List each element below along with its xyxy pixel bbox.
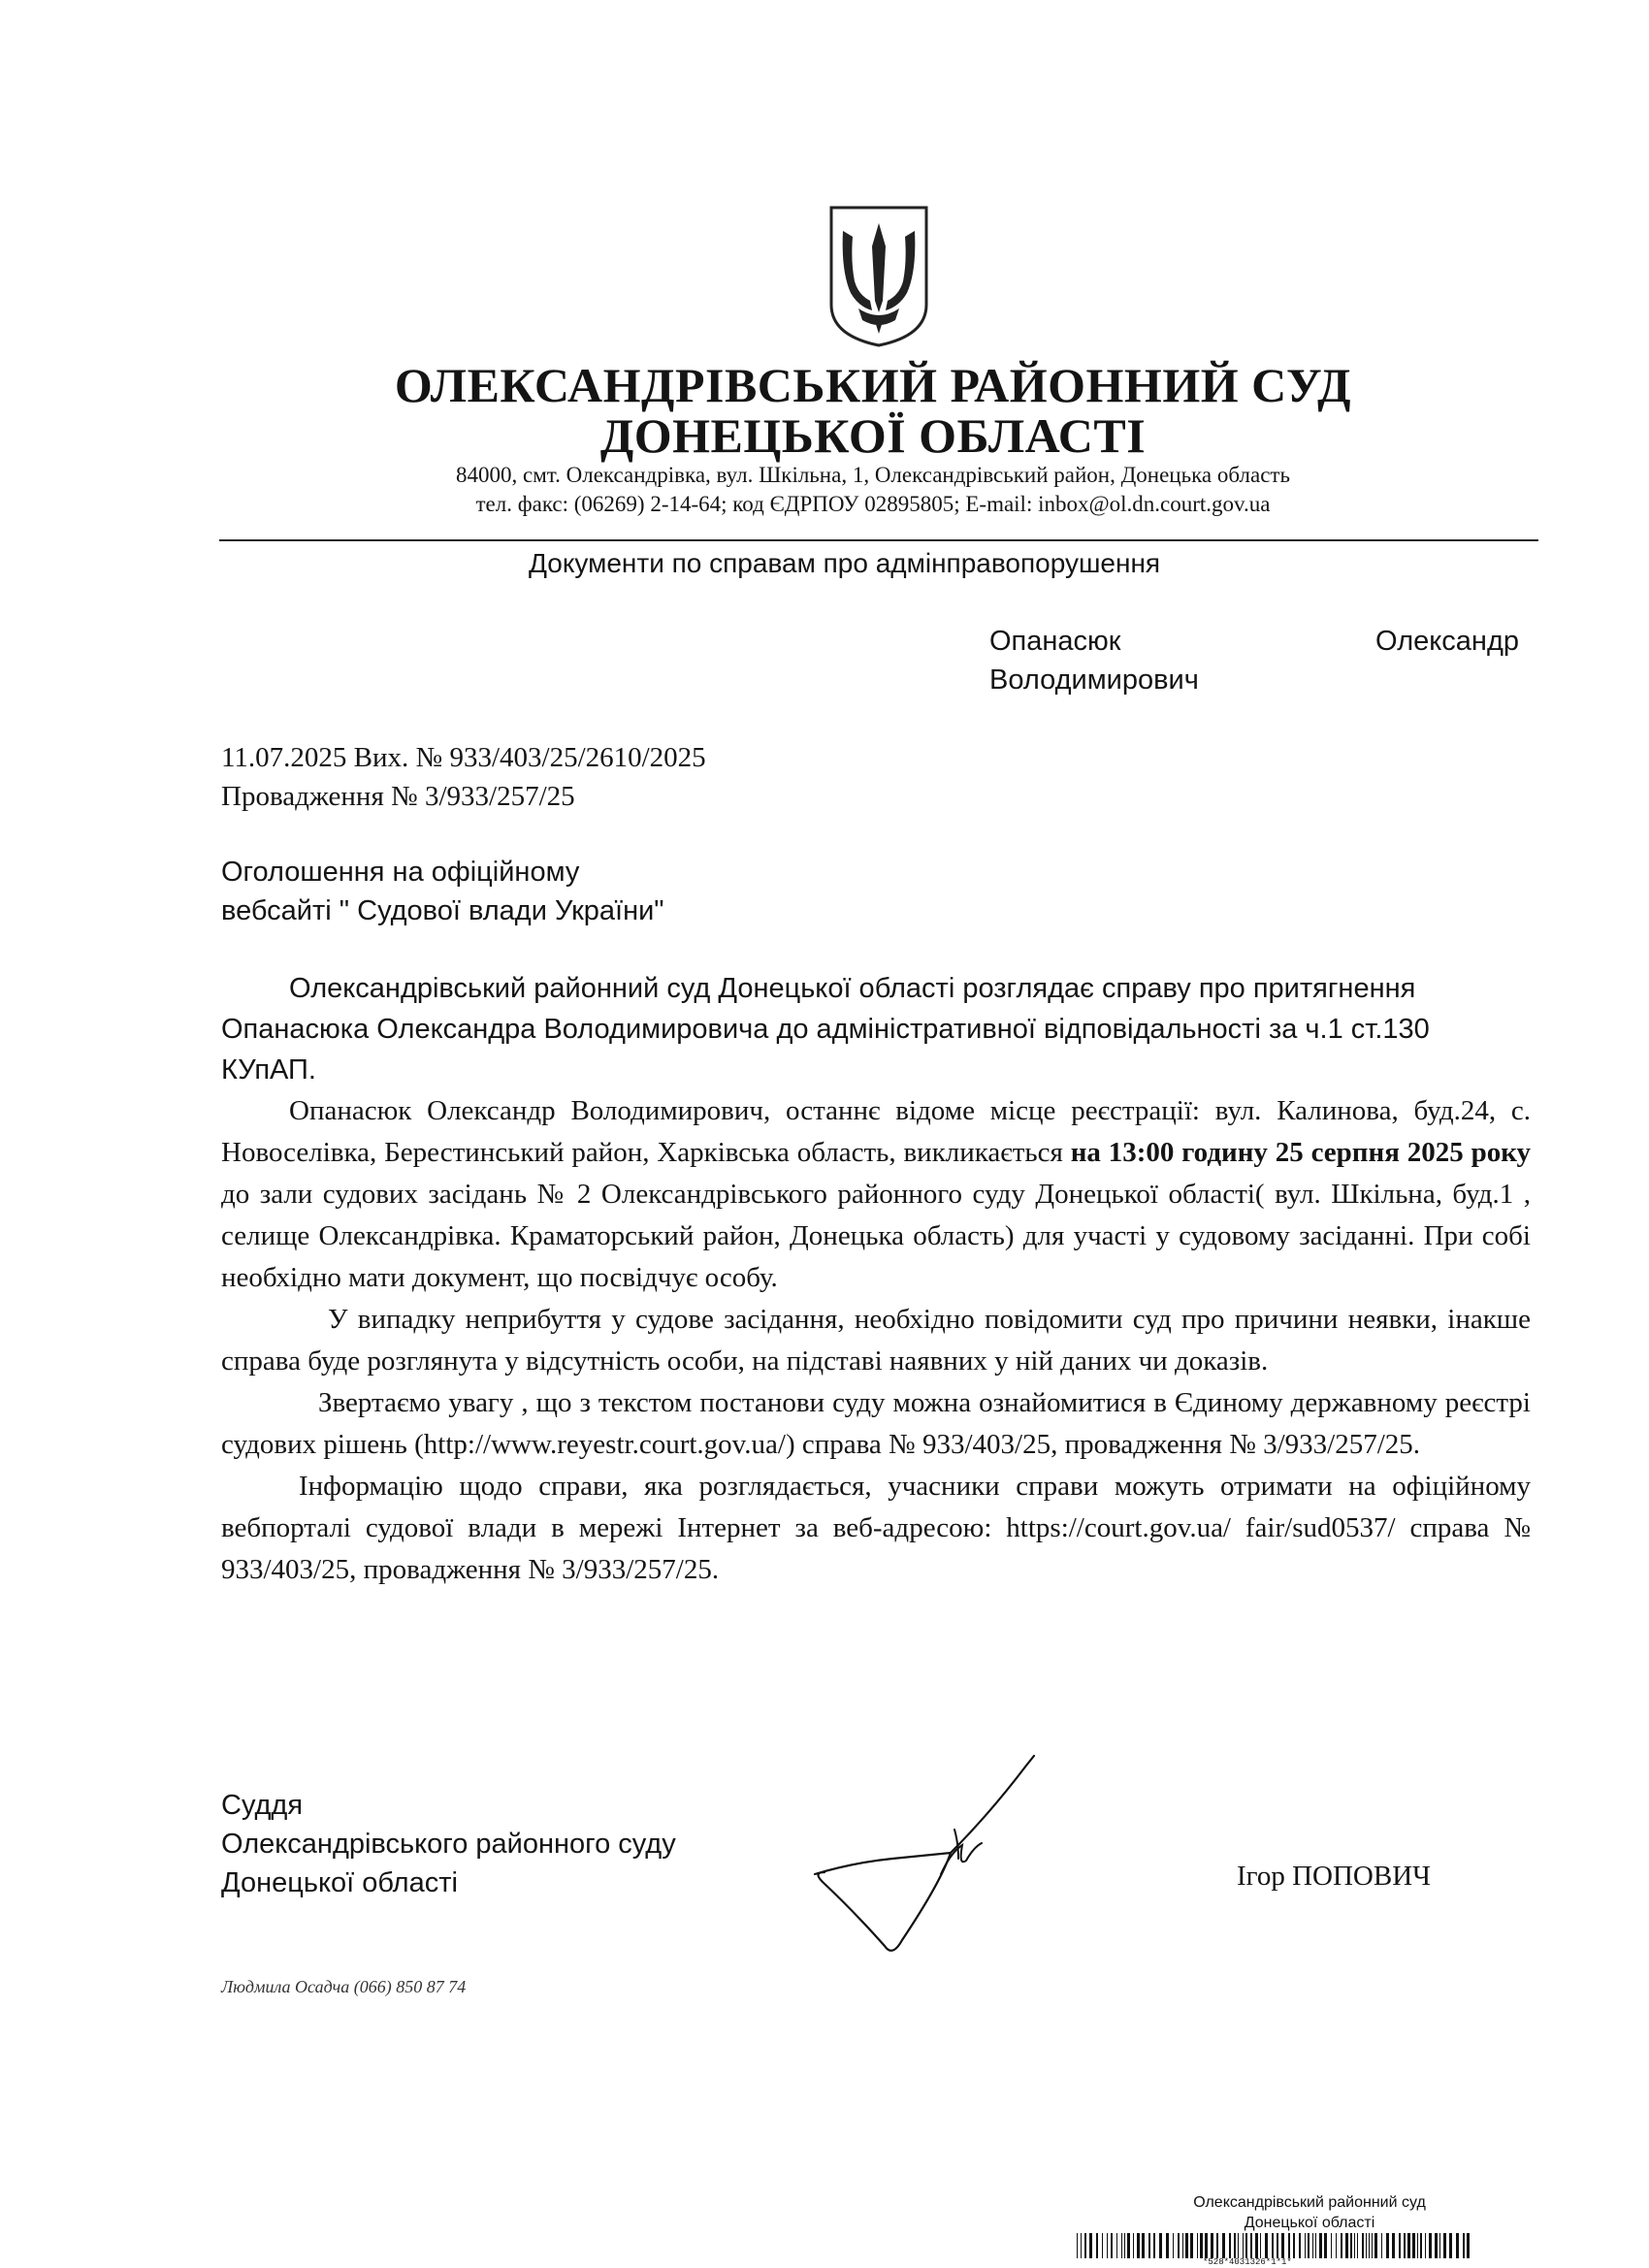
registration-barcode xyxy=(1075,2233,1472,2258)
barcode-bar xyxy=(1190,2233,1193,2258)
signer-court-line2: Донецької області xyxy=(221,1867,458,1898)
barcode-bar xyxy=(1277,2233,1278,2258)
barcode-bar xyxy=(1234,2233,1236,2258)
barcode-bar xyxy=(1084,2233,1086,2258)
paragraph-absence: У випадку неприбуття у судове засідання, необхідно повідомити суд про причини неявки, інакше справа буде розглянута у відсутність особи, на підставі наявних у ній даних чи доказів. xyxy=(221,1304,1531,1377)
barcode-bar xyxy=(1319,2233,1322,2258)
judge-name: Ігор ПОПОВИЧ xyxy=(1237,1861,1431,1892)
barcode-bar xyxy=(1077,2233,1078,2258)
barcode-bar xyxy=(1205,2233,1208,2258)
barcode-bar xyxy=(1372,2233,1373,2258)
barcode-bar xyxy=(1243,2233,1244,2258)
barcode-bar xyxy=(1245,2233,1247,2258)
barcode-bar xyxy=(1312,2233,1313,2258)
barcode-bar xyxy=(1229,2233,1231,2258)
signer-court-line1: Олександрівського районного суду xyxy=(221,1829,676,1860)
barcode-bar xyxy=(1111,2233,1113,2258)
barcode-bar xyxy=(1386,2233,1389,2258)
barcode-bar xyxy=(1133,2233,1134,2258)
letter-body xyxy=(221,968,1531,1591)
barcode-bar xyxy=(1096,2233,1098,2258)
barcode-bar xyxy=(1331,2233,1332,2258)
barcode-bar xyxy=(1467,2233,1470,2258)
barcode-bar xyxy=(1399,2233,1401,2258)
barcode-bar xyxy=(1255,2233,1258,2258)
barcode-bar xyxy=(1449,2233,1452,2258)
barcode-bar xyxy=(1281,2233,1284,2258)
barcode-bar xyxy=(1173,2233,1174,2258)
barcode-bar xyxy=(1153,2233,1155,2258)
barcode-bar xyxy=(1197,2233,1198,2258)
recipient-surname: Опанасюк xyxy=(989,626,1121,657)
outgoing-number: 11.07.2025 Вих. № 933/403/25/2610/2025 xyxy=(221,742,706,773)
announcement-title-line2: вебсайті " Судової влади України" xyxy=(221,895,664,926)
handwritten-signature xyxy=(795,1746,1145,1979)
barcode-bar xyxy=(1305,2233,1306,2258)
paragraph-web-portal: Інформацію щодо справи, яка розглядається, учасники справи можуть отримати на офіційному вебпорталі судової влади в мережі Інтернет за веб-адресою: https://court.gov.ua/ fair/sud0537/ справа № 933/403/25, провадження № 3/933/257/25. xyxy=(221,1471,1531,1585)
recipient-name: Олександр xyxy=(1375,626,1519,657)
barcode-bar xyxy=(1216,2233,1218,2258)
barcode-bar xyxy=(1456,2233,1459,2258)
barcode-bar xyxy=(1439,2233,1440,2258)
barcode-bar xyxy=(1420,2233,1422,2258)
summons-text-end: до зали судових засідань № 2 Олександрівського районного суду Донецької області( вул. Шкільна, буд.1 , селище Олександрівка. Краматорський район, Донецька область) для участі у судовому засіданні. При собі необхідно мати документ, що посвідчує особу. xyxy=(221,1179,1531,1293)
barcode-bar xyxy=(1425,2233,1426,2258)
barcode-bar xyxy=(1185,2233,1188,2258)
barcode-bar xyxy=(1435,2233,1438,2258)
barcode-bar xyxy=(1222,2233,1225,2258)
barcode-bar xyxy=(1404,2233,1406,2258)
header-divider xyxy=(219,539,1538,541)
stamp-court-name: Олександрівський районний суд xyxy=(1193,2194,1426,2211)
paragraph-registry: Звертаємо увагу , що з текстом постанови суду можна ознайомитися в Єдиному державному реєстрі судових рішень (http://www.reyestr.court.gov.ua/) справа № 933/403/25, провадження № 3/933/257/25. xyxy=(221,1387,1531,1460)
proceeding-number: Провадження № 3/933/257/25 xyxy=(221,781,575,812)
court-address: 84000, смт. Олександрівка, вул. Шкільна, 1, Олександрівський район, Донецька область xyxy=(456,463,1290,487)
court-contacts: тел. факс: (06269) 2-14-64; код ЄДРПОУ 02895805; E-mail: inbox@ol.dn.court.gov.ua xyxy=(475,492,1271,516)
barcode-bar xyxy=(1369,2233,1370,2258)
barcode-bar xyxy=(1116,2233,1117,2258)
paragraph-case: Олександрівський районний суд Донецької області розглядає справу про притягнення Опанасюка Олександра Володимировича до адміністративної відповідальності за ч.1 ст.130 КУпАП. xyxy=(221,973,1430,1085)
barcode-bar xyxy=(1463,2233,1465,2258)
barcode-bar xyxy=(1412,2233,1415,2258)
barcode-bar xyxy=(1182,2233,1183,2258)
barcode-bar xyxy=(1341,2233,1342,2258)
barcode-bar xyxy=(1443,2233,1446,2258)
barcode-bar xyxy=(1211,2233,1213,2258)
barcode-bar xyxy=(1429,2233,1432,2258)
barcode-bar xyxy=(1148,2233,1150,2258)
barcode-bar xyxy=(1374,2233,1377,2258)
barcode-bar xyxy=(1315,2233,1316,2258)
barcode-bar xyxy=(1178,2233,1180,2258)
barcode-bar xyxy=(1137,2233,1140,2258)
barcode-bar xyxy=(1089,2233,1092,2258)
barcode-bar xyxy=(1350,2233,1352,2258)
barcode-bar xyxy=(1200,2233,1203,2258)
barcode-bar xyxy=(1324,2233,1327,2258)
barcode-bar xyxy=(1288,2233,1290,2258)
barcode-bar xyxy=(1260,2233,1261,2258)
document-type: Документи по справам про адмінправопорушення xyxy=(529,548,1161,578)
barcode-bar xyxy=(1272,2233,1274,2258)
barcode-bar xyxy=(1250,2233,1252,2258)
barcode-bar xyxy=(1159,2233,1162,2258)
barcode-bar xyxy=(1081,2233,1082,2258)
barcode-bar xyxy=(1142,2233,1145,2258)
summons-text-start: Опанасюк Олександр Володимирович, останнє відоме місце реєстрації: вул. Калинова, буд.24, с. Новоселівка, Берестинський район, Харківська область, викликається xyxy=(221,1095,1531,1168)
barcode-bar xyxy=(1127,2233,1130,2258)
signer-title: Суддя xyxy=(221,1790,304,1821)
barcode-bar xyxy=(1121,2233,1122,2258)
barcode-bar xyxy=(1357,2233,1358,2258)
barcode-bar xyxy=(1392,2233,1395,2258)
barcode-bar xyxy=(1308,2233,1310,2258)
barcode-bar xyxy=(1102,2233,1103,2258)
executor-contact: Людмила Осадча (066) 850 87 74 xyxy=(221,1977,467,1996)
stamp-court-region: Донецької області xyxy=(1244,2215,1375,2231)
barcode-bar xyxy=(1407,2233,1410,2258)
barcode-bar xyxy=(1345,2233,1348,2258)
barcode-bar xyxy=(1238,2233,1239,2258)
barcode-number: *528*4031326*1*1* xyxy=(1203,2257,1292,2267)
trident-coat-of-arms-icon xyxy=(825,204,932,349)
court-name-line2: ДОНЕЦЬКОЇ ОБЛАСТІ xyxy=(599,408,1147,463)
barcode-bar xyxy=(1299,2233,1301,2258)
barcode-bar xyxy=(1366,2233,1367,2258)
barcode-bar xyxy=(1362,2233,1364,2258)
barcode-bar xyxy=(1293,2233,1295,2258)
barcode-bar xyxy=(1417,2233,1418,2258)
barcode-bar xyxy=(1381,2233,1382,2258)
court-name-line1: ОЛЕКСАНДРІВСЬКИЙ РАЙОННИЙ СУД xyxy=(394,358,1352,412)
barcode-bar xyxy=(1124,2233,1125,2258)
barcode-bar xyxy=(1166,2233,1169,2258)
barcode-bar xyxy=(1336,2233,1337,2258)
announcement-title-line1: Оголошення на офіційному xyxy=(221,857,580,888)
hearing-datetime: на 13:00 годину 25 серпня 2025 року xyxy=(1070,1137,1531,1168)
barcode-bar xyxy=(1265,2233,1268,2258)
paragraph-summons xyxy=(221,1090,1531,1299)
recipient-patronymic: Володимирович xyxy=(989,664,1199,696)
barcode-bar xyxy=(1107,2233,1108,2258)
barcode-bar xyxy=(1354,2233,1355,2258)
